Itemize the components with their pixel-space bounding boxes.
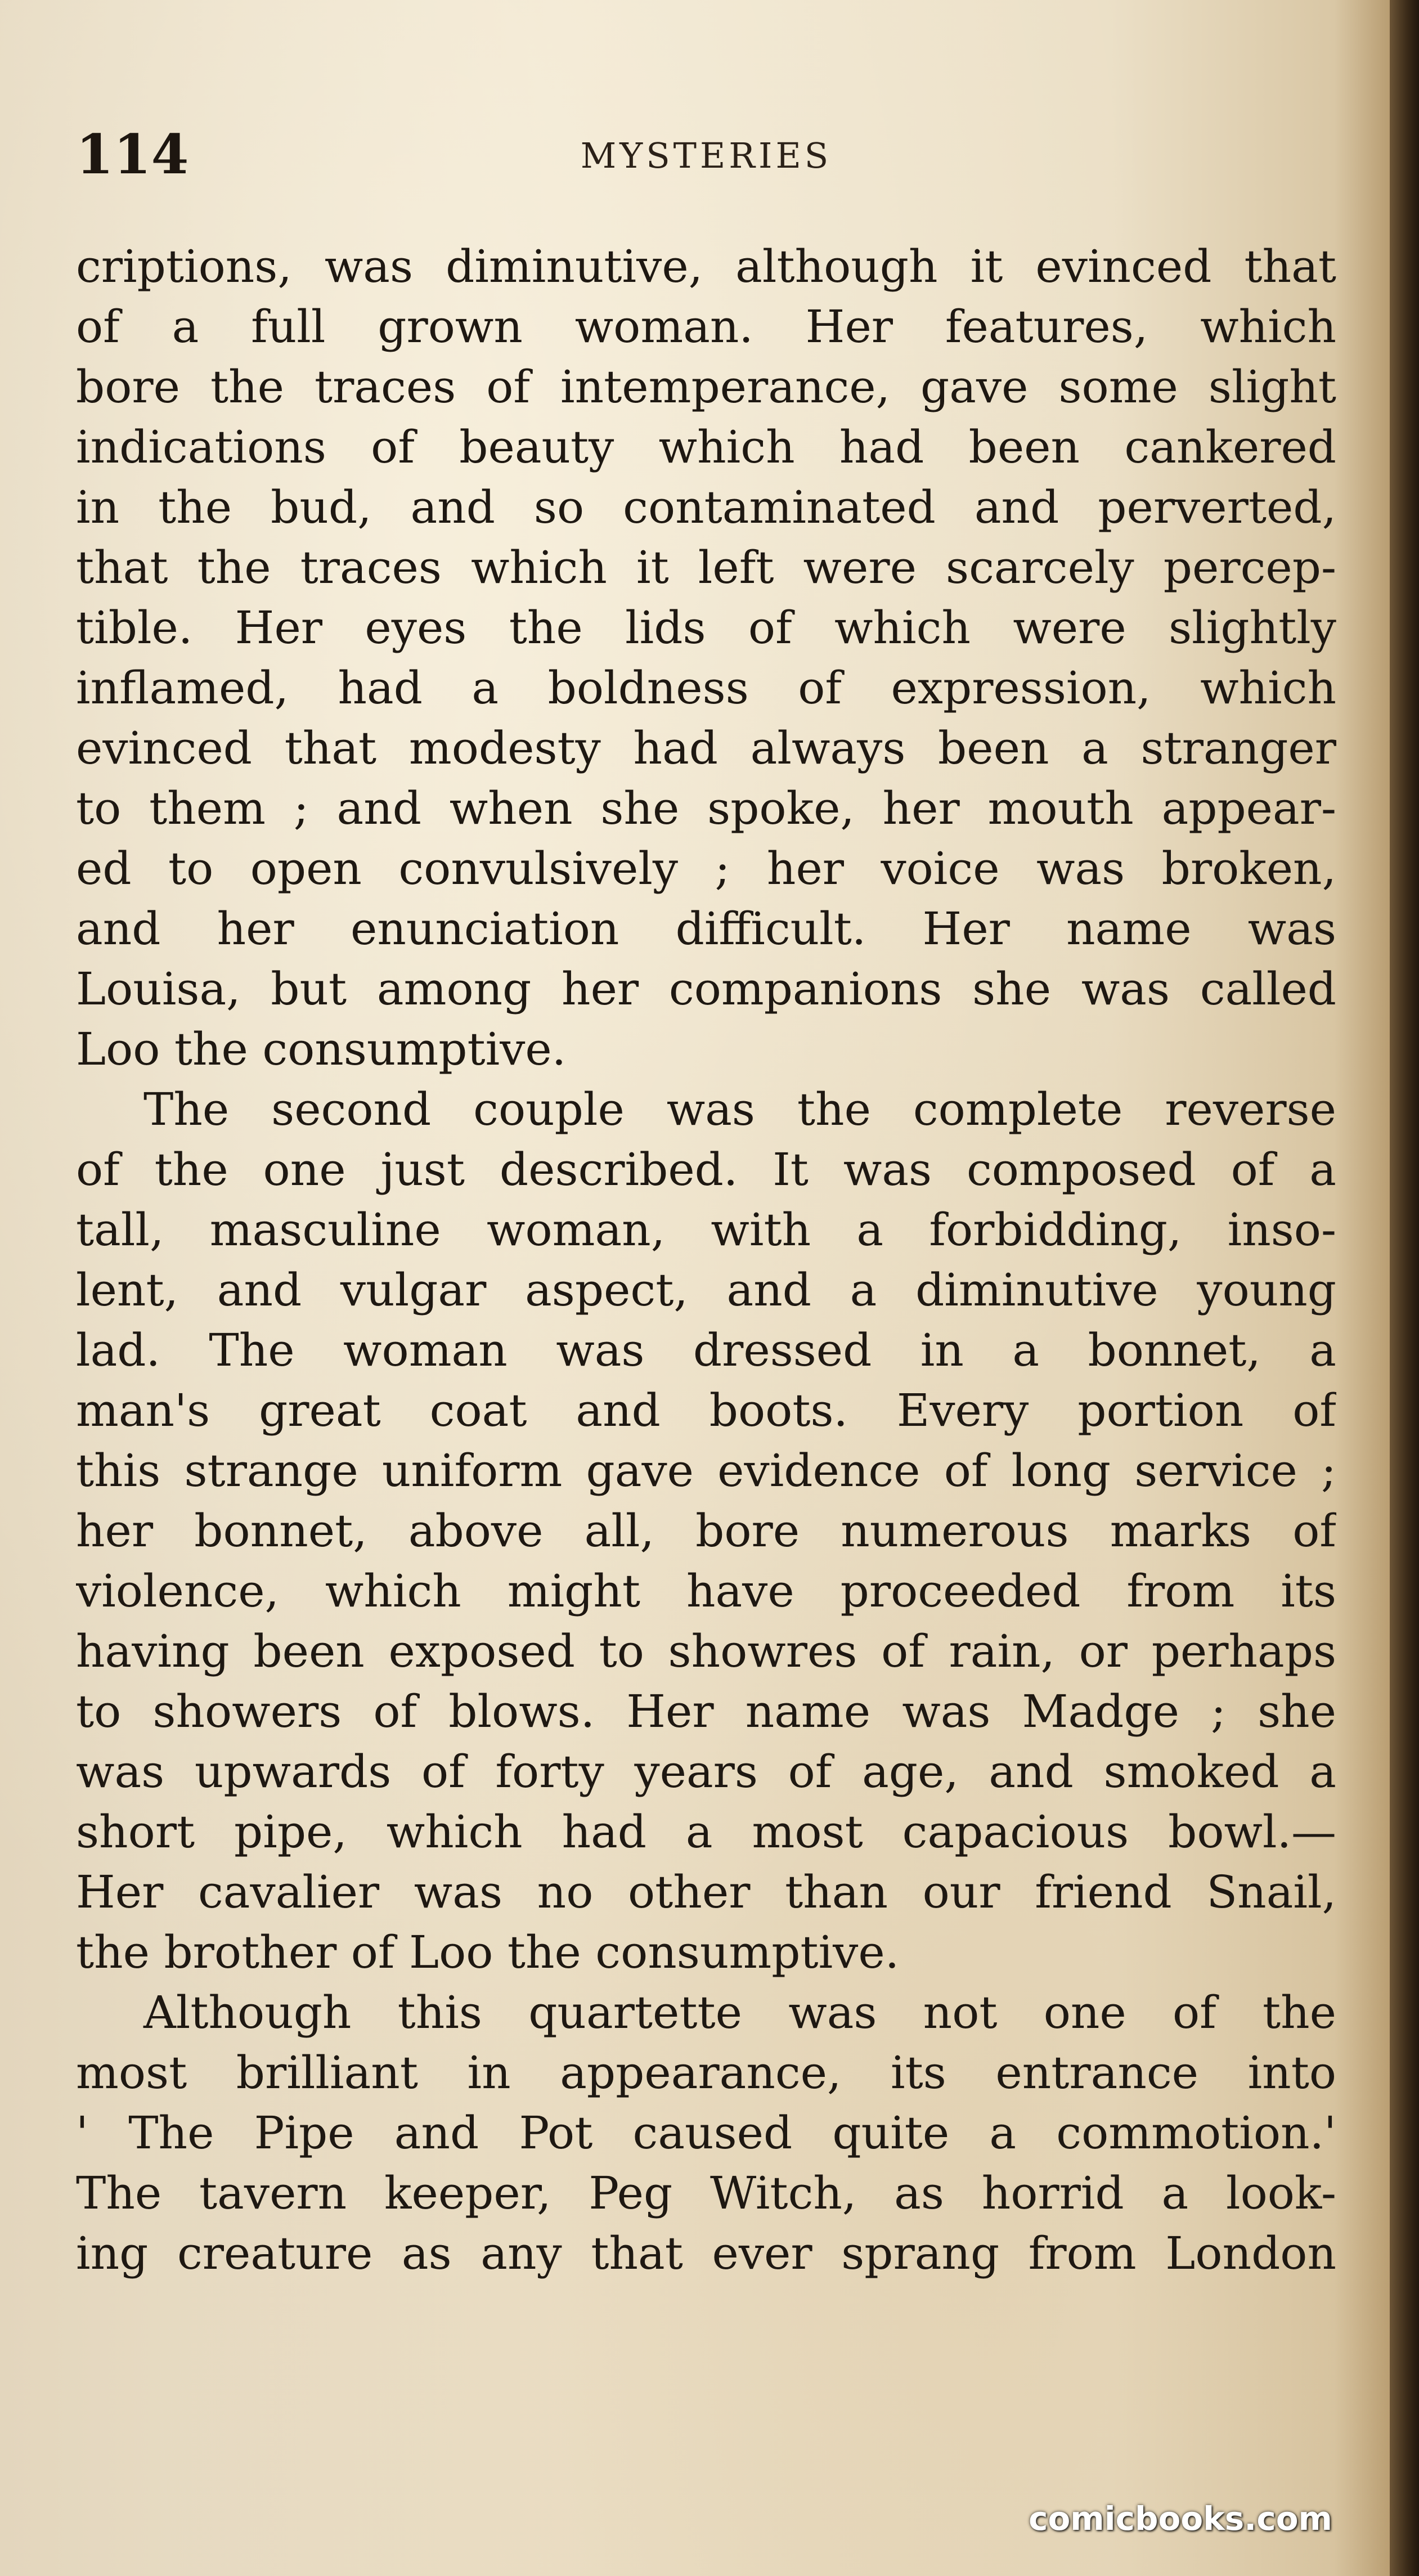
running-head: MYSTERIES <box>580 135 832 176</box>
text-line: Loo the consumptive. <box>76 1023 567 1075</box>
text-line: tall, masculine woman, with a forbidding, inso- <box>76 1204 1336 1256</box>
page-number: 114 <box>76 123 189 186</box>
page-edge <box>1390 0 1419 2576</box>
text-line: ing creature as any that ever sprang from London <box>76 2227 1336 2279</box>
text-line: The tavern keeper, Peg Witch, as horrid a look- <box>76 2167 1336 2219</box>
text-line: ed to open convulsively ; her voice was broken, <box>76 842 1336 895</box>
text-line: having been exposed to showres of rain, or perhaps <box>76 1625 1336 1677</box>
text-line: tible. Her eyes the lids of which were slightly <box>76 602 1336 654</box>
paragraph <box>76 1982 1336 2283</box>
text-line: inflamed, had a boldness of expression, which <box>76 662 1336 714</box>
paragraph <box>76 1079 1336 1982</box>
text-line: Her cavalier was no other than our friend Snail, <box>76 1866 1336 1918</box>
text-line: to showers of blows. Her name was Madge ; she <box>76 1685 1336 1738</box>
text-line: in the bud, and so contaminated and perverted, <box>76 481 1336 533</box>
watermark: comicbooks.com <box>1029 2499 1332 2538</box>
text-line: bore the traces of intemperance, gave some slight <box>76 361 1336 413</box>
text-line: lad. The woman was dressed in a bonnet, a <box>76 1324 1336 1376</box>
text-line: was upwards of forty years of age, and smoked a <box>76 1745 1336 1798</box>
text-line: violence, which might have proceeded from its <box>76 1565 1336 1617</box>
text-line: of the one just described. It was composed of a <box>76 1143 1336 1196</box>
text-line: man's great coat and boots. Every portion of <box>76 1384 1336 1437</box>
text-line: Louisa, but among her companions she was called <box>76 963 1336 1015</box>
text-line: the brother of Loo the consumptive. <box>76 1926 900 1978</box>
text-line: criptions, was diminutive, although it evinced that <box>76 240 1336 293</box>
text-line: lent, and vulgar aspect, and a diminutive young <box>76 1264 1336 1316</box>
text-line: and her enunciation difficult. Her name was <box>76 903 1336 955</box>
text-line: that the traces which it left were scarcely percep- <box>76 541 1336 594</box>
text-line: this strange uniform gave evidence of long service ; <box>76 1444 1336 1497</box>
body-text <box>76 236 1336 2283</box>
text-line: short pipe, which had a most capacious bowl.— <box>76 1806 1336 1858</box>
text-line: indications of beauty which had been cankered <box>76 421 1336 473</box>
page-header <box>76 121 1336 189</box>
text-line: to them ; and when she spoke, her mouth appear- <box>76 782 1336 834</box>
text-line: of a full grown woman. Her features, which <box>76 300 1336 353</box>
text-line: Although this quartette was not one of the <box>143 1986 1336 2039</box>
text-line: The second couple was the complete reverse <box>143 1083 1336 1136</box>
text-line: evinced that modesty had always been a stranger <box>76 722 1336 774</box>
text-line: ' The Pipe and Pot caused quite a commotion.' <box>76 2107 1336 2159</box>
text-line: most brilliant in appearance, its entrance into <box>76 2047 1336 2099</box>
text-line: her bonnet, above all, bore numerous marks of <box>76 1505 1336 1557</box>
paragraph <box>76 236 1336 1079</box>
